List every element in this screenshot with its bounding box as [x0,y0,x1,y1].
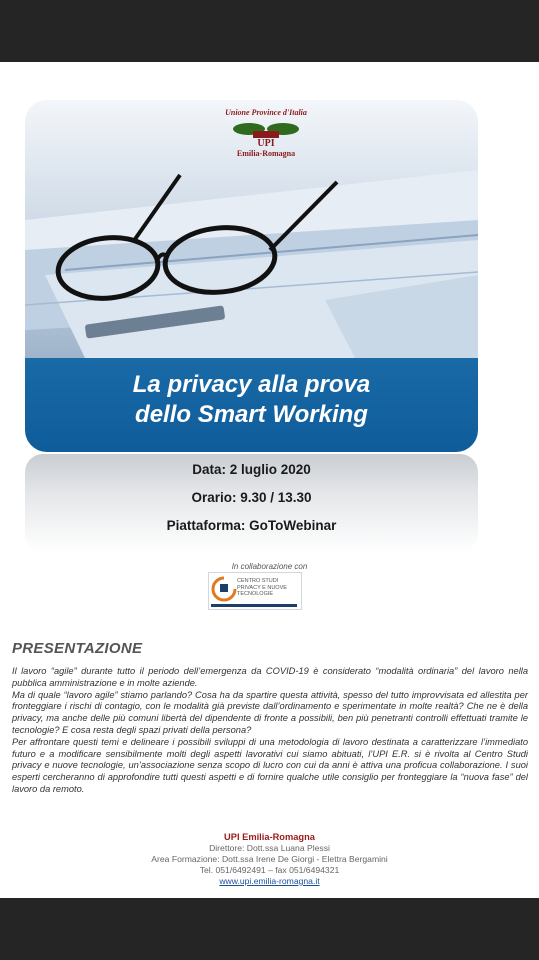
event-platform: Piattaforma: GoToWebinar [166,518,337,533]
event-time: Orario: 9.30 / 13.30 [191,490,312,505]
title-line-1: La privacy alla prova [132,371,371,398]
logo-arc-text: Unione Province d'Italia [225,108,307,117]
footer [0,832,539,887]
centro-studi-logo [208,572,302,610]
partner-line-1: CENTRO STUDI [237,578,279,584]
logo-underline [211,604,297,607]
footer-phone: Tel. 051/6492491 – fax 051/6494321 [199,865,340,875]
hero-card [25,100,478,452]
event-info-box [25,454,478,552]
title-line-2: dello Smart Working [135,401,368,428]
footer-org: UPI Emilia-Romagna [224,832,315,842]
event-date: Data: 2 luglio 2020 [192,462,311,477]
body-paragraph-3: Per affrontare questi temi e delineare i possibili sviluppi di una metodologia di lavoro destinata a caratterizzare l’immediato futuro e a modificare sensibilmente molti degli aspetti lavorativi cui siamo abituati, l’UPI E.R. si è rivolta al Centro Studi privacy e nuove tecnologie, un’associazione senza scopo di lucro con cui da anni è attiva una proficua collaborazione. I suoi esperti cercheranno di approfondire tutti questi aspetti e di fornire qualche utile consiglio per fronteggiare la “nuova fase” del lavoro da remoto. [12,736,528,794]
upi-logo [221,108,311,158]
section-title: PRESENTAZIONE [12,640,143,657]
event-title [25,370,478,430]
laurel-emblem-icon [231,120,301,140]
footer-director: Direttore: Dott.ssa Luana Plessi [209,843,330,853]
centro-studi-text [237,578,297,598]
title-banner [25,358,478,452]
body-paragraph-1: Il lavoro “agile” durante tutto il periodo dell’emergenza da COVID-19 è considerato “modalità ordinaria” del lavoro nella pubblica amministrazione e in molte aziende. [12,666,528,688]
centro-studi-emblem-icon [211,575,237,605]
collaboration-label: In collaborazione con [231,562,308,571]
footer-training: Area Formazione: Dott.ssa Irene De Giorgi - Elettra Bergamini [151,854,388,864]
footer-website-link[interactable]: www.upi.emilia-romagna.it [219,876,320,886]
partner-line-2: PRIVACY E NUOVE [237,584,287,591]
flyer-page [0,62,539,898]
partner-line-3: TECNOLOGIE [237,591,274,597]
body-paragraph-2: Ma di quale “lavoro agile” stiamo parlando? Cosa ha da spartire questa attività, spesso del tutto improvvisata ed allestita per fronteggiare i rischi di contagio, con le modalità già previste dall’ordinamento e sperimentate in molte realtà? Che ne è della privacy, ma anche delle più comuni libertà del dipendente di fronte a possibili, ben più penetranti controlli effettuati tramite le tecnologie? E cosa resta degli spazi privati della persona? [12,689,528,735]
logo-region: Emilia-Romagna [236,149,296,158]
logo-name: UPI [257,138,275,149]
presentation-body [12,666,528,796]
